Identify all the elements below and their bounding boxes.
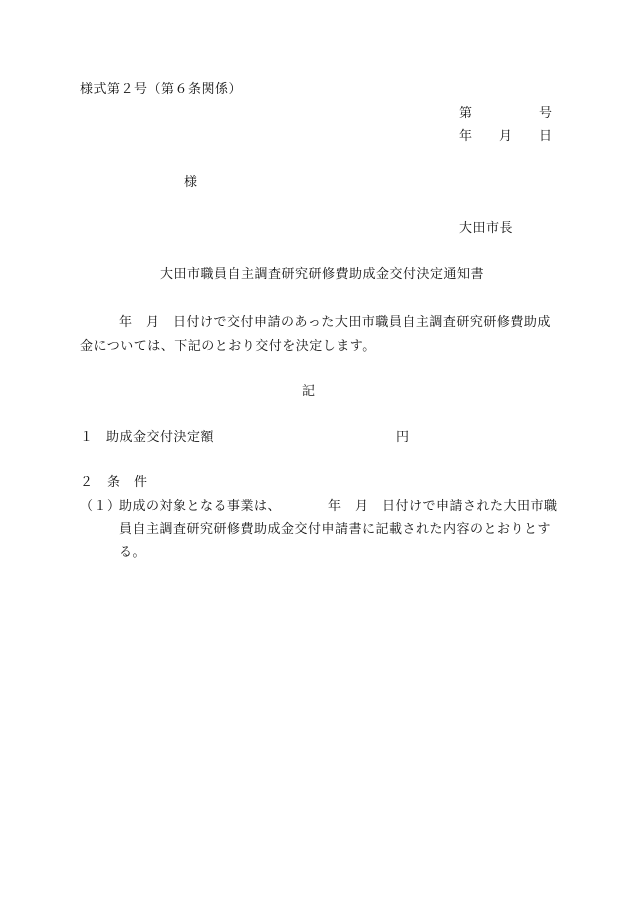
item2-heading: ２ 条 件 [80, 475, 148, 490]
item2-line-1a: 助成の対象となる事業は、 [119, 499, 282, 514]
recipient-suffix: 様 [184, 175, 198, 190]
item1-label: 助成金交付決定額 [106, 430, 215, 445]
item1-number: １ [80, 430, 94, 445]
sender: 大田市長 [459, 221, 514, 236]
body-line-2: 金については、下記のとおり交付を決定します。 [80, 339, 376, 354]
ki-heading: 記 [302, 384, 316, 399]
item2-line-3: る。 [119, 545, 147, 560]
date-month: 月 [499, 129, 513, 144]
item2-line-2: 員自主調査研究研修費助成金交付申請書に記載された内容のとおりとす [119, 522, 552, 537]
item2-sub-number: （１） [80, 499, 121, 514]
item1-unit: 円 [396, 430, 410, 445]
doc-number-dai: 第 [459, 106, 473, 121]
doc-number-go: 号 [539, 106, 553, 121]
body-line-1: 年 月 日付けで交付申請のあった大田市職員自主調査研究研修費助成 [119, 315, 551, 330]
date-day: 日 [539, 129, 553, 144]
document-title: 大田市職員自主調査研究研修費助成金交付決定通知書 [160, 267, 485, 282]
item2-line-1b: 年 月 日付けで申請された大田市職 [328, 499, 558, 514]
date-year: 年 [459, 129, 473, 144]
form-number: 様式第２号（第６条関係） [80, 82, 243, 97]
